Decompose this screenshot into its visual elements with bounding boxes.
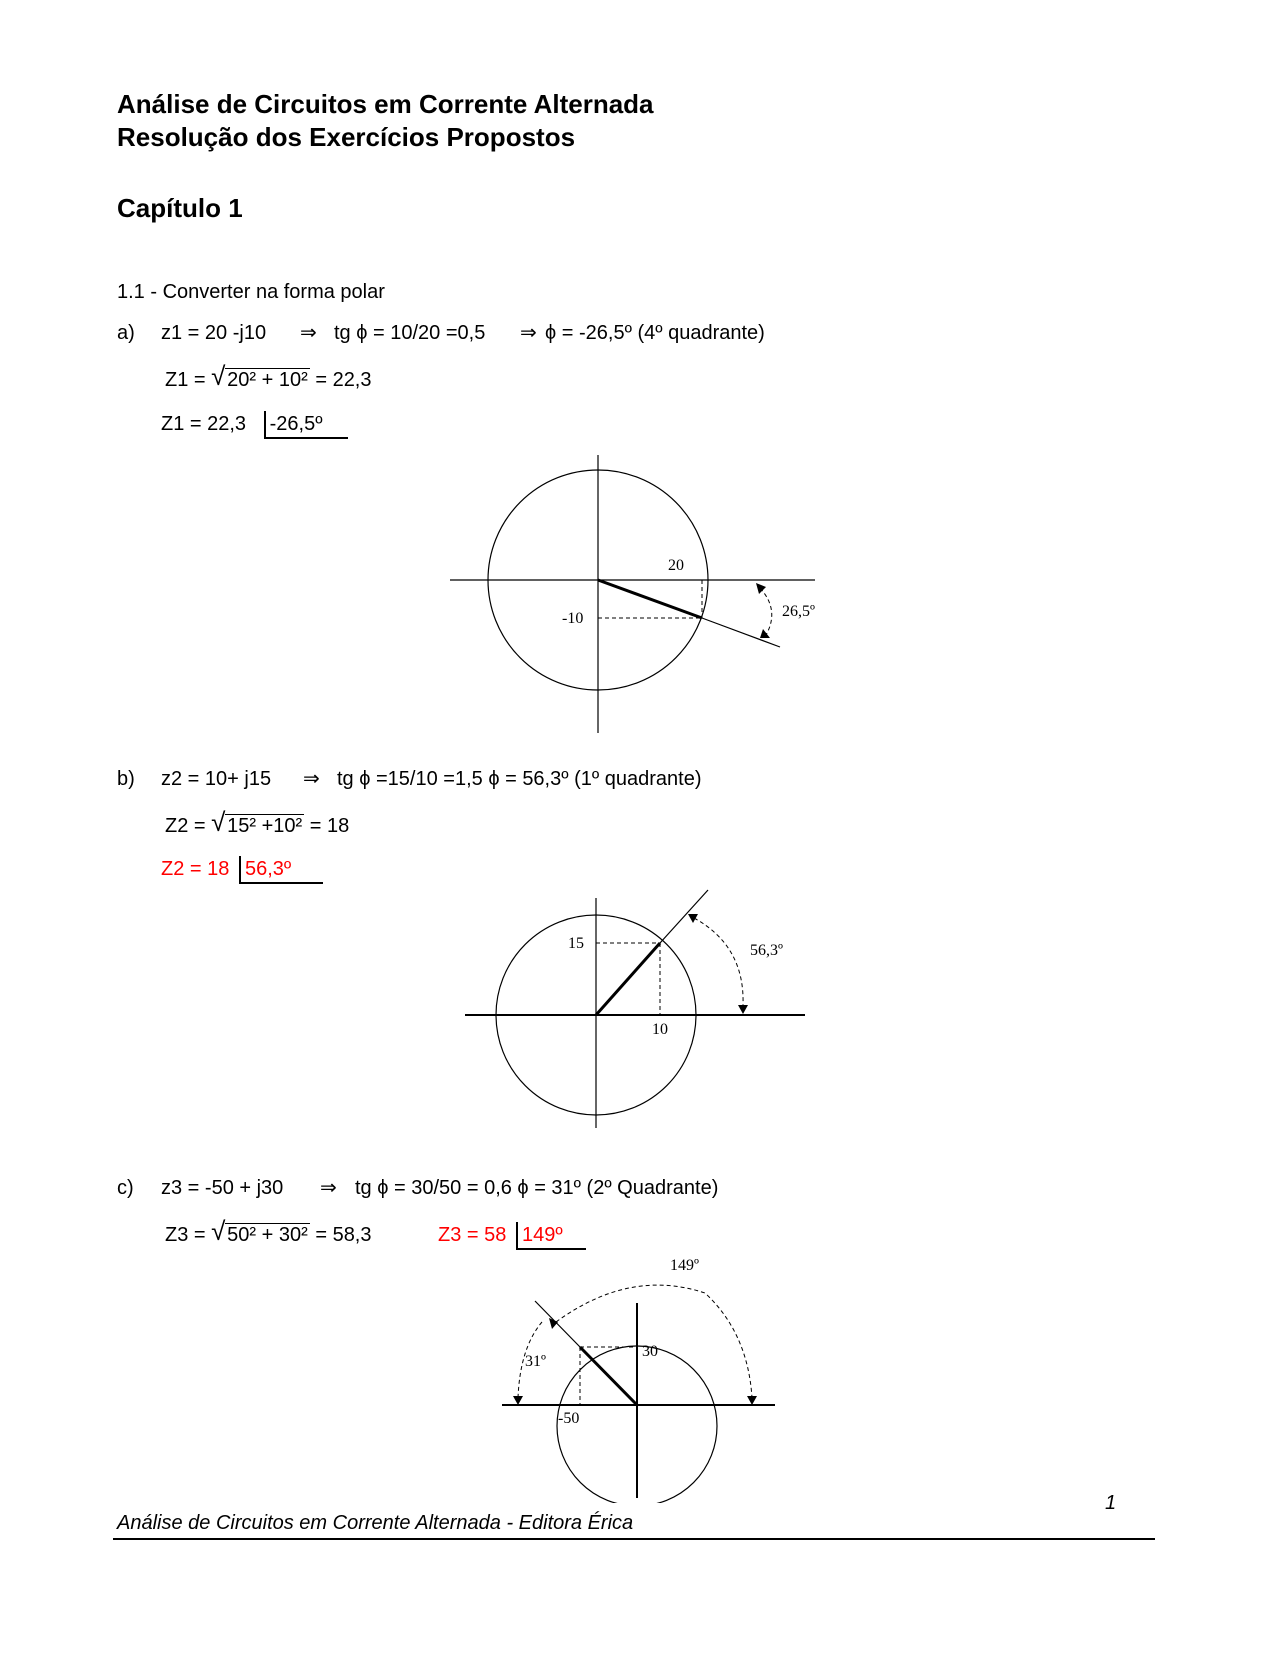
polar-lhs: Z3 = 58 — [438, 1224, 507, 1246]
polar-angle-box — [264, 411, 348, 439]
phasor-diagram-b — [460, 888, 810, 1138]
phasor — [596, 943, 660, 1015]
document-title-line2: Resolução dos Exercícios Propostos — [117, 122, 576, 152]
part-c-modulus — [165, 1216, 372, 1248]
label-real: 20 — [668, 557, 684, 574]
equals-sign: = — [193, 815, 206, 837]
arrowhead — [513, 1396, 523, 1405]
page-number: 1 — [1105, 1492, 1117, 1514]
part-b-modulus — [165, 807, 350, 839]
phasor — [598, 580, 702, 618]
label-imag: 15 — [568, 935, 584, 952]
phasor — [580, 1347, 637, 1405]
arrowhead — [747, 1396, 757, 1405]
implies-arrow: ⇒ — [303, 768, 320, 790]
square-root: √ 20² + 10² — [211, 361, 308, 391]
modulus-lhs: Z1 — [165, 369, 189, 391]
modulus-result: = 58,3 — [315, 1224, 372, 1246]
implies-arrow: ⇒ — [300, 322, 317, 344]
document-title-line1: Análise de Circuitos em Corrente Alternada — [117, 89, 654, 119]
equals-sign: = — [193, 369, 206, 391]
equals-sign: = — [193, 1224, 206, 1246]
part-a-statement: z1 = 20 -j10 — [161, 322, 267, 344]
part-c-polar — [438, 1222, 586, 1250]
label-real: -50 — [558, 1410, 580, 1427]
polar-angle: 56,3º — [244, 858, 292, 880]
radicand: 50² + 30² — [227, 1224, 308, 1246]
angle-arc — [760, 588, 772, 635]
label-real: 10 — [652, 1021, 668, 1038]
square-root: √ 15² +10² — [211, 807, 303, 837]
label-angle-small: 31º — [525, 1353, 546, 1370]
polar-angle: -26,5º — [269, 413, 323, 435]
modulus-lhs: Z3 — [165, 1224, 189, 1246]
label-angle: 26,5º — [782, 603, 815, 620]
part-a-polar — [161, 411, 348, 439]
part-c-tangent: tg ϕ = 30/50 = 0,6 ϕ = 31º (2º Quadrante) — [355, 1177, 719, 1199]
polar-angle: 149º — [521, 1224, 563, 1246]
part-c-statement: z3 = -50 + j30 — [161, 1177, 284, 1199]
phasor-diagram-c — [490, 1258, 790, 1503]
arrowhead — [738, 1005, 748, 1014]
modulus-lhs: Z2 — [165, 815, 189, 837]
modulus-result: = 18 — [309, 815, 350, 837]
label-angle: 56,3º — [750, 942, 783, 959]
part-a-tangent: tg ϕ = 10/20 =0,5 — [334, 322, 486, 344]
polar-lhs: Z1 = 22,3 — [161, 413, 247, 435]
angle-arc — [694, 918, 743, 1005]
label-imag: 30 — [642, 1343, 658, 1360]
label-imag: -10 — [562, 610, 584, 627]
polar-angle-box — [516, 1222, 586, 1250]
label-angle-large: 149º — [670, 1258, 699, 1274]
radicand: 15² +10² — [227, 815, 303, 837]
polar-angle-box — [239, 856, 323, 884]
part-b-tangent: tg ϕ =15/10 =1,5 ϕ = 56,3º (1º quadrante) — [337, 768, 702, 790]
phasor-diagram-a — [450, 455, 830, 735]
part-a-phase-result: ϕ = -26,5º (4º quadrante) — [545, 322, 765, 344]
part-a-label: a) — [117, 322, 135, 344]
arrowhead — [756, 583, 766, 594]
implies-arrow: ⇒ — [520, 322, 537, 344]
exercise-heading: 1.1 - Converter na forma polar — [117, 281, 385, 303]
part-b-statement: z2 = 10+ j15 — [161, 768, 272, 790]
footer-text: Análise de Circuitos em Corrente Alternada - Editora Érica — [117, 1512, 634, 1534]
angle-arc-large — [556, 1285, 752, 1398]
phasor-extension — [660, 890, 708, 943]
implies-arrow: ⇒ — [320, 1177, 337, 1199]
part-b-polar — [161, 856, 323, 884]
square-root: √ 50² + 30² — [211, 1216, 308, 1246]
chapter-heading: Capítulo 1 — [117, 193, 243, 223]
radicand: 20² + 10² — [227, 369, 308, 391]
phasor-extension — [702, 618, 780, 647]
part-a-modulus — [165, 361, 372, 393]
modulus-result: = 22,3 — [315, 369, 372, 391]
arrowhead — [688, 914, 698, 923]
phasor-extension — [535, 1301, 580, 1347]
footer-rule — [113, 1538, 1155, 1540]
polar-lhs: Z2 = 18 — [161, 858, 230, 880]
part-c-label: c) — [117, 1177, 134, 1199]
part-b-label: b) — [117, 768, 135, 790]
